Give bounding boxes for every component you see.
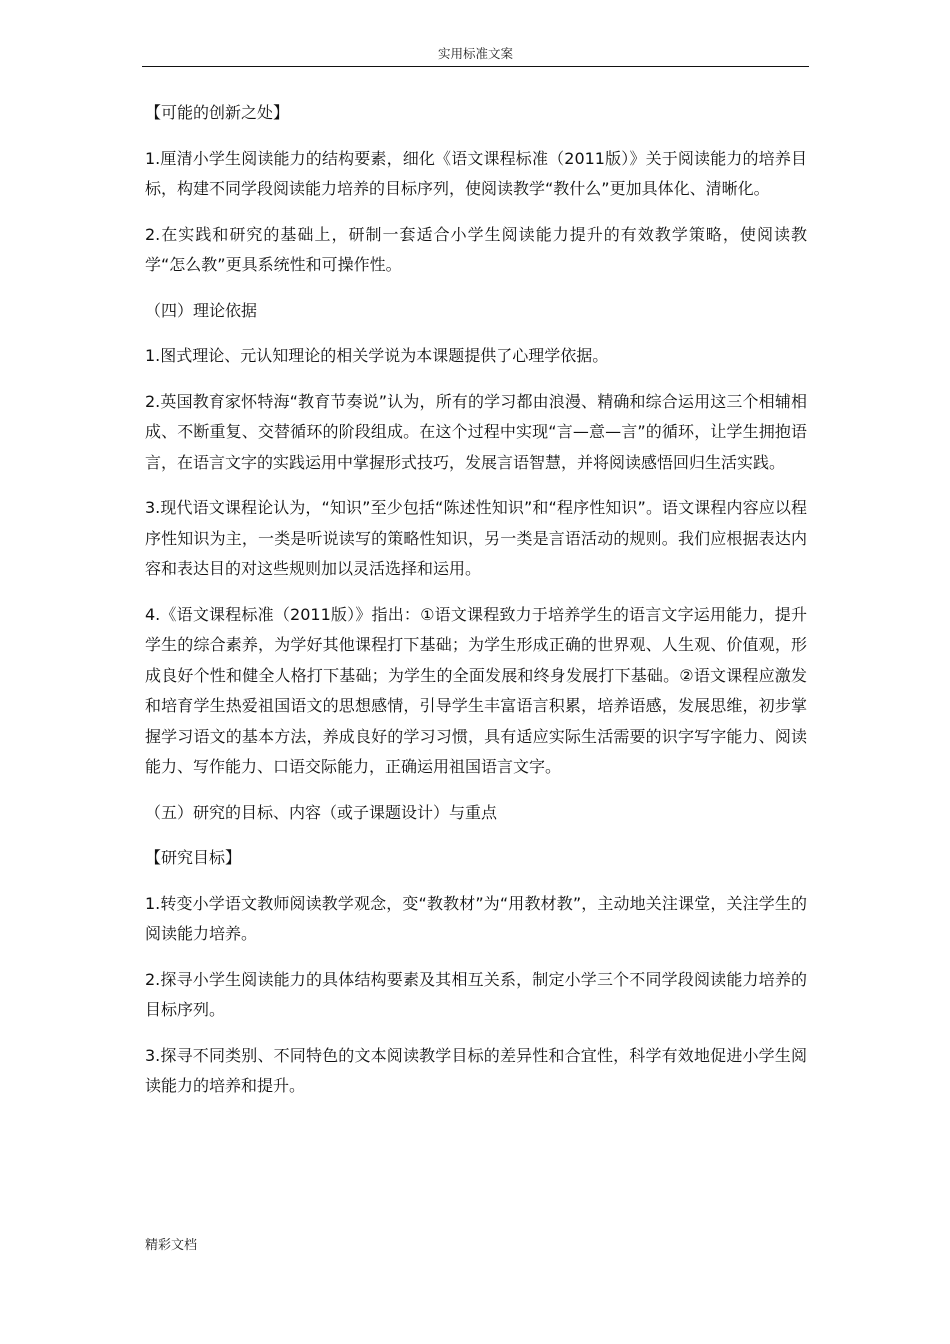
heading-research-section: （五）研究的目标、内容（或子课题设计）与重点 [145, 802, 498, 822]
header-divider [142, 66, 809, 67]
innovation-item-1: 1.厘清小学生阅读能力的结构要素，细化《语文课程标准（2011版）》关于阅读能力的培养目标，构建不同学段阅读能力培养的目标序列，使阅读教学“教什么”更加具体化、清晰化。 [145, 148, 807, 198]
page-header: 实用标准文案 [437, 46, 513, 61]
innovation-item-2: 2.在实践和研究的基础上，研制一套适合小学生阅读能力提升的有效教学策略，使阅读教学“怎么教”更具系统性和可操作性。 [145, 224, 807, 274]
document-body [145, 98, 807, 1117]
theory-item-1: 1.图式理论、元认知理论的相关学说为本课题提供了心理学依据。 [145, 346, 609, 365]
heading-innovation: 【可能的创新之处】 [145, 103, 290, 122]
goal-item-2: 2.探寻小学生阅读能力的具体结构要素及其相互关系，制定小学三个不同学段阅读能力培养的目标序列。 [145, 969, 807, 1019]
page-footer: 精彩文档 [145, 1238, 198, 1253]
theory-item-3: 3.现代语文课程论认为，“知识”至少包括“陈述性知识”和“程序性知识”。语文课程内容应以程序性知识为主，一类是听说读写的策略性知识，另一类是言语活动的规则。我们应根据表达内容和表达目的对这些规则加以灵活选择和运用。 [145, 498, 807, 578]
theory-item-2: 2.英国教育家怀特海“教育节奏说”认为，所有的学习都由浪漫、精确和综合运用这三个相辅相成、不断重复、交替循环的阶段组成。在这个过程中实现“言—意—言”的循环，让学生拥抱语言，在语言文字的实践运用中掌握形式技巧，发展言语智慧，并将阅读感悟回归生活实践。 [145, 391, 807, 472]
heading-research-goals: 【研究目标】 [145, 848, 242, 867]
heading-theory-basis: （四）理论依据 [145, 300, 258, 320]
theory-item-4: 4.《语文课程标准（2011版）》指出：①语文课程致力于培养学生的语言文字运用能力，提升学生的综合素养，为学好其他课程打下基础；为学生形成正确的世界观、人生观、价值观，形成良好个性和健全人格打下基础；为学生的全面发展和终身发展打下基础。②语文课程应激发和培育学生热爱祖国语文的思想感情，引导学生丰富语言积累，培养语感，发展思维，初步掌握学习语文的基本方法，养成良好的学习习惯，具有适应实际生活需要的识字写字能力、阅读能力、写作能力、口语交际能力，正确运用祖国语言文字。 [145, 604, 807, 776]
goal-item-1: 1.转变小学语文教师阅读教学观念，变“教教材”为“用教材教”，主动地关注课堂，关注学生的阅读能力培养。 [145, 893, 807, 943]
goal-item-3: 3.探寻不同类别、不同特色的文本阅读教学目标的差异性和合宜性，科学有效地促进小学生阅读能力的培养和提升。 [145, 1045, 807, 1095]
